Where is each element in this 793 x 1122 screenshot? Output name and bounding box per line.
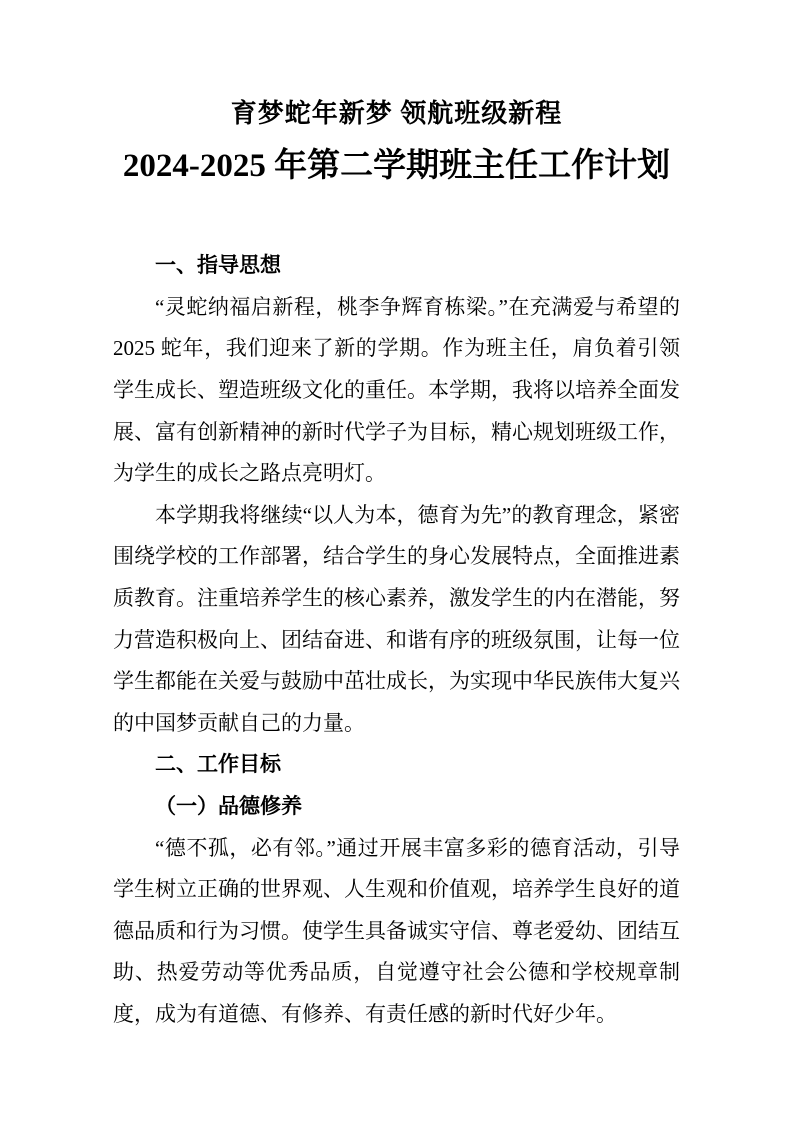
document-subtitle: 育梦蛇年新梦 领航班级新程 xyxy=(230,99,563,128)
section-heading-work-goals: 二、工作目标 xyxy=(155,752,281,777)
paragraph-guiding-ideology-2: 本学期我将继续“以人为本，德育为先”的教育理念，紧密围绕学校的工作部署，结合学生的身心发展特点，全面推进素质教育。注重培养学生的核心素养，激发学生的内在潜能，努力营造积极向上、团结奋进、和谐有序的班级氛围，让每一位学生都能在关爱与鼓励中茁壮成长，为实现中华民族伟大复兴的中国梦贡献自己的力量。 xyxy=(113,502,680,735)
paragraph-guiding-ideology-1: “灵蛇纳福启新程，桃李争辉育栋梁。”在充满爱与希望的 2025 蛇年，我们迎来了新的学期。作为班主任，肩负着引领学生成长、塑造班级文化的重任。本学期，我将以培养全面发展、富有创新精神的新时代学子为目标，精心规划班级工作，为学生的成长之路点亮明灯。 xyxy=(113,294,680,486)
document-body xyxy=(113,245,680,1035)
subsection-heading-moral-character: （一）品德修养 xyxy=(155,794,302,818)
paragraph-moral-character: “德不孤，必有邻。”通过开展丰富多彩的德育活动，引导学生树立正确的世界观、人生观和价值观，培养学生良好的道德品质和行为习惯。使学生具备诚实守信、尊老爱幼、团结互助、热爱劳动等优秀品质，自觉遵守社会公德和学校规章制度，成为有道德、有修养、有责任感的新时代好少年。 xyxy=(113,835,680,1026)
section-heading-guiding-ideology: 一、指导思想 xyxy=(155,253,281,278)
document-title: 2024-2025 年第二学期班主任工作计划 xyxy=(122,148,671,185)
